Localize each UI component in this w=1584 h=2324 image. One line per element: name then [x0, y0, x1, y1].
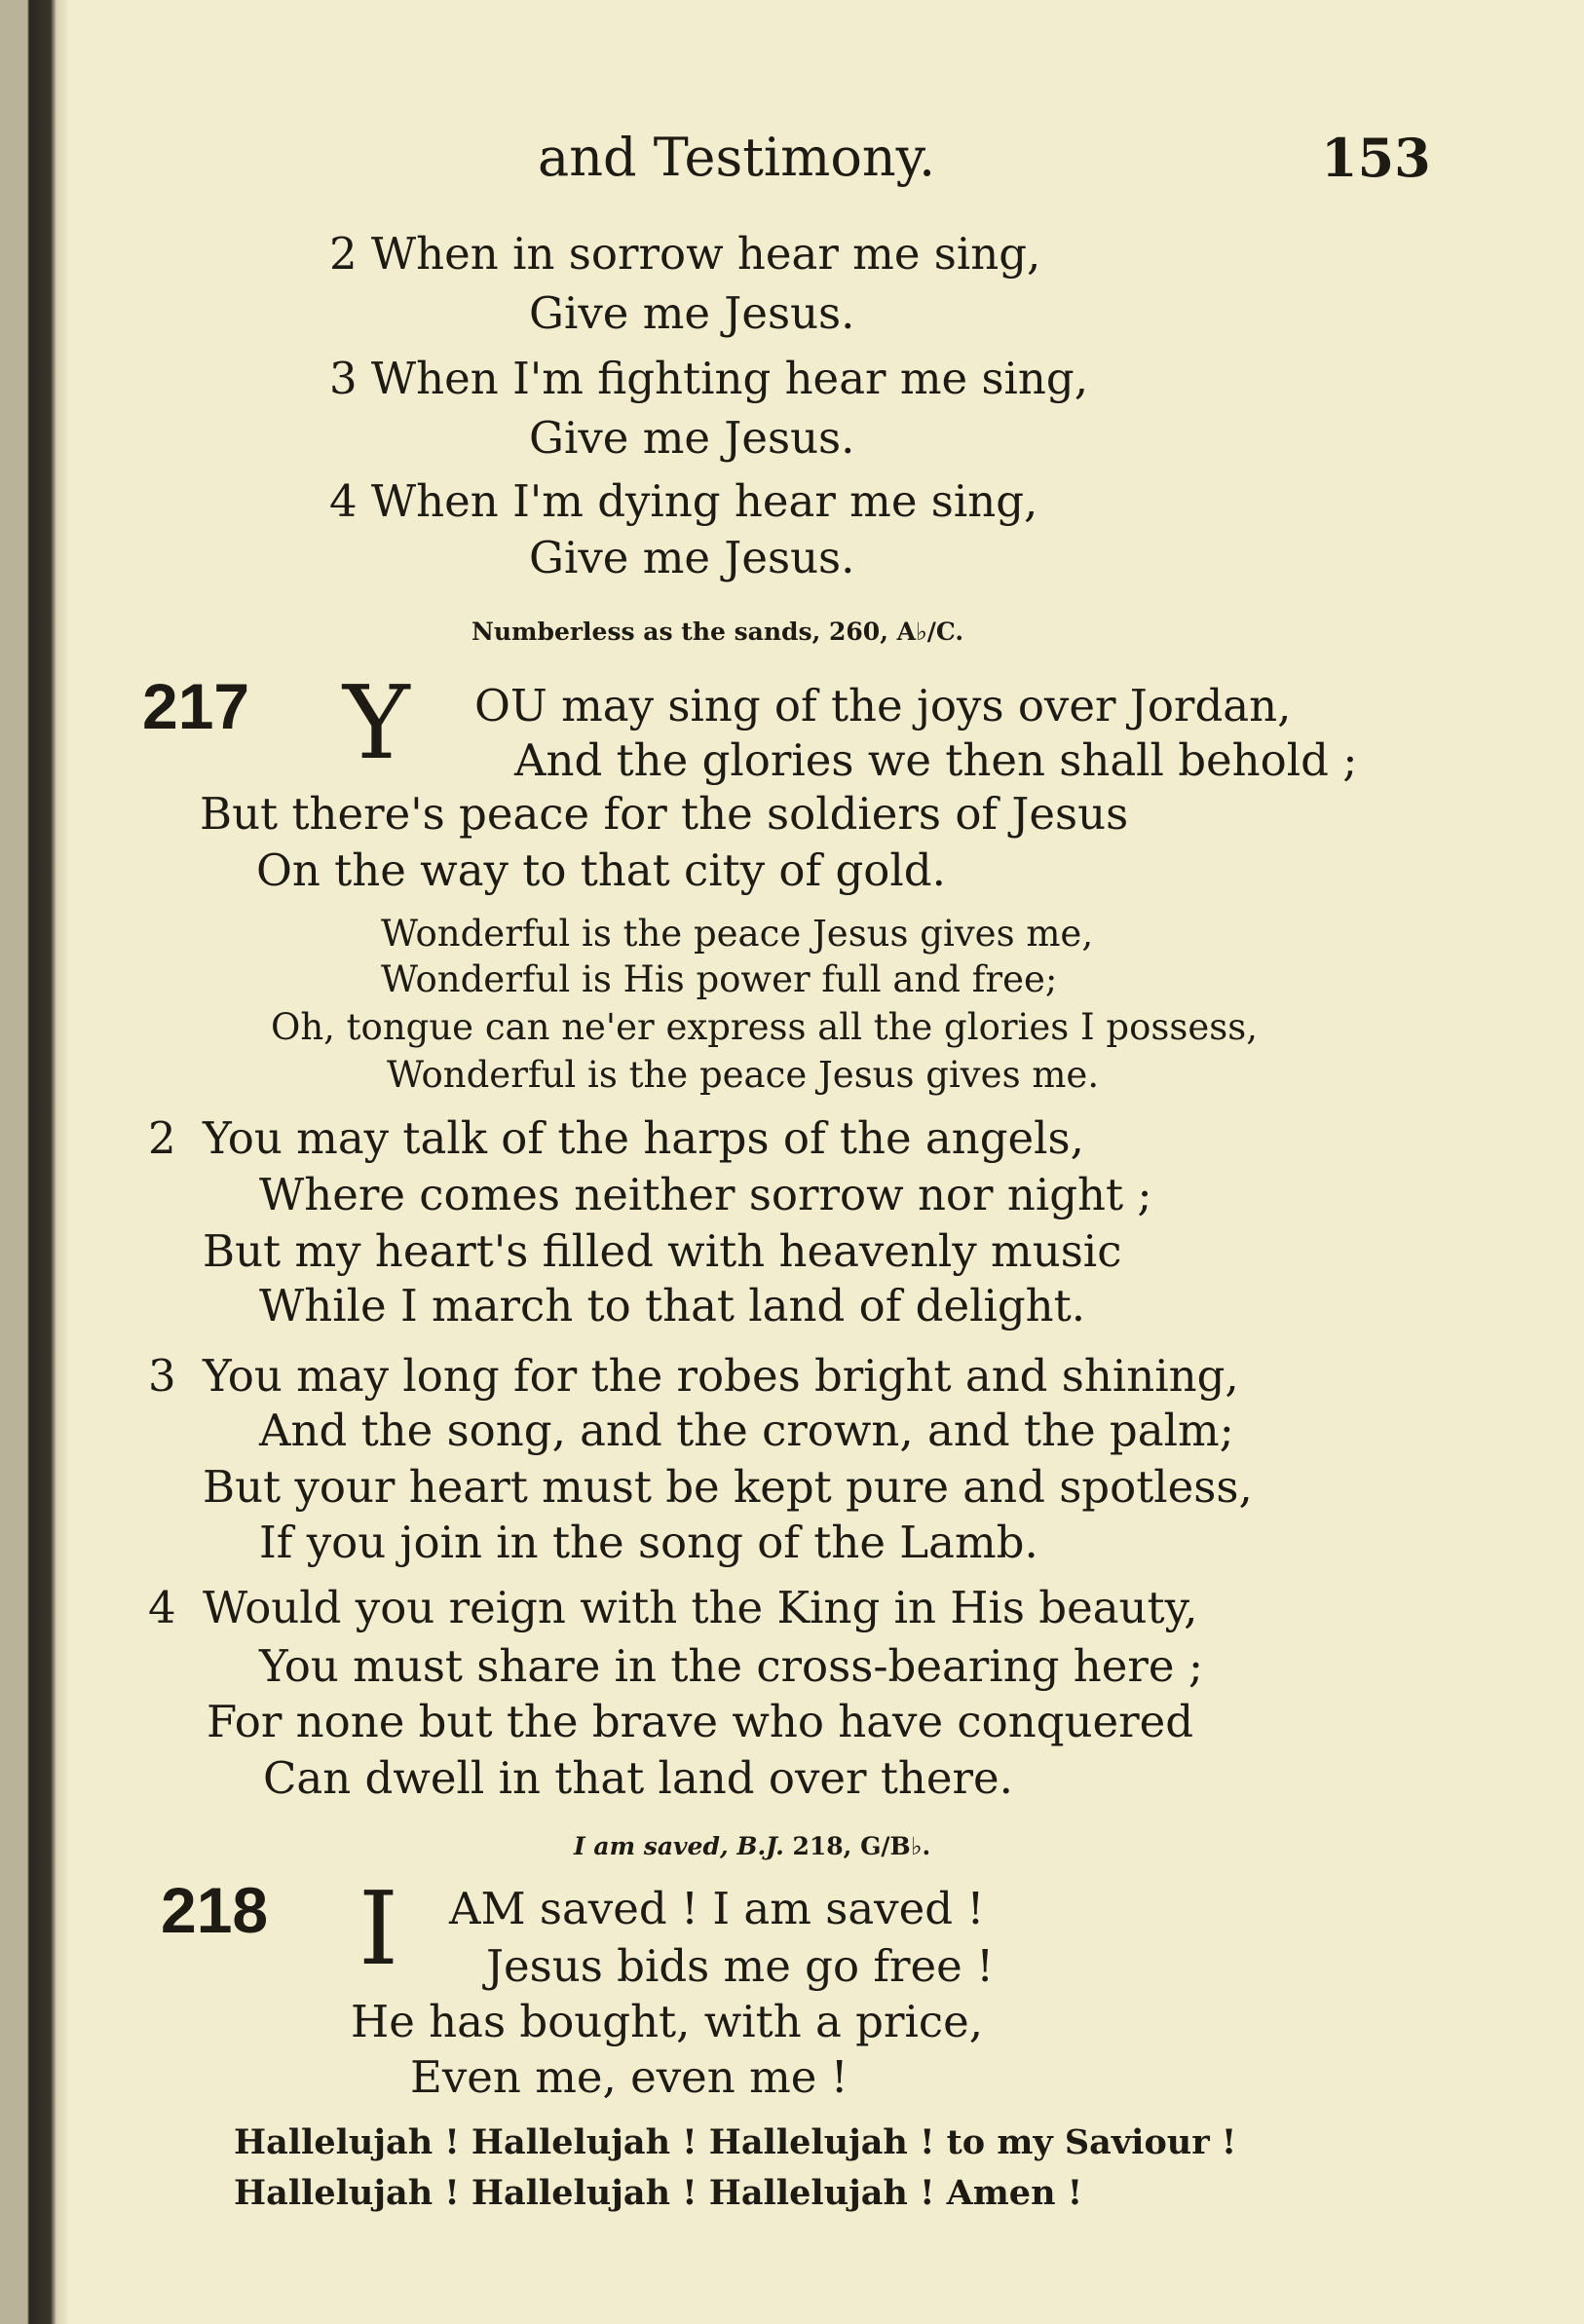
verse-line: AM saved ! I am saved !: [449, 1883, 985, 1934]
tune-details: 218, G/B♭.: [783, 1832, 931, 1860]
chorus-line: Wonderful is the peace Jesus gives me.: [387, 1054, 1100, 1096]
chorus-line: Hallelujah ! Hallelujah ! Hallelujah ! Amen !: [234, 2173, 1083, 2213]
verse-line: But there's peace for the soldiers of Jesus: [200, 788, 1129, 840]
verse-line: Can dwell in that land over there.: [263, 1752, 1013, 1804]
verse-line: And the glories we then shall behold ;: [514, 734, 1358, 786]
verse-line: 4 When I'm dying hear me sing,: [329, 475, 1038, 527]
verse-line: He has bought, with a price,: [351, 1996, 984, 2047]
verse-number: 3: [148, 1350, 176, 1402]
drop-cap: I: [358, 1869, 399, 1988]
tune-reference: Numberless as the sands, 260, A♭/C.: [471, 618, 964, 646]
verse-line: You may long for the robes bright and shining,: [203, 1350, 1239, 1402]
hymn-number: 217: [142, 670, 250, 742]
verse-line: You must share in the cross-bearing here ;: [259, 1640, 1204, 1692]
verse-line: Give me Jesus.: [529, 412, 855, 464]
chorus-line: Wonderful is His power full and free;: [381, 958, 1058, 1000]
verse-line: Where comes neither sorrow nor night ;: [259, 1169, 1152, 1220]
book-binding-edge: [0, 0, 68, 2324]
verse-line: For none but the brave who have conquered: [207, 1696, 1194, 1747]
verse-line: But my heart's filled with heavenly music: [203, 1225, 1122, 1277]
hymn-number: 218: [161, 1874, 269, 1946]
verse-line: But your heart must be kept pure and spotless,: [203, 1461, 1253, 1513]
chorus-line: Wonderful is the peace Jesus gives me,: [381, 913, 1094, 955]
verse-line: Give me Jesus.: [529, 287, 855, 339]
verse-line: Jesus bids me go free !: [486, 1940, 995, 1992]
chorus-line: Hallelujah ! Hallelujah ! Hallelujah ! to my Saviour !: [234, 2122, 1237, 2162]
verse-line: While I march to that land of delight.: [259, 1280, 1086, 1331]
verse-number: 4: [148, 1582, 176, 1633]
tune-name: I am saved, B.J.: [574, 1832, 784, 1860]
verse-line: 2 When in sorrow hear me sing,: [329, 228, 1041, 280]
page-number: 153: [1321, 127, 1431, 189]
verse-line: And the song, and the crown, and the palm;: [259, 1405, 1234, 1456]
verse-line: OU may sing of the joys over Jordan,: [474, 680, 1292, 731]
verse-line: On the way to that city of gold.: [256, 844, 946, 896]
verse-line: Even me, even me !: [410, 2051, 849, 2103]
running-header: and Testimony.: [538, 127, 936, 188]
verse-line: Give me Jesus.: [529, 532, 855, 583]
drop-cap: Y: [343, 663, 410, 782]
verse-number: 2: [148, 1112, 176, 1164]
verse-line: If you join in the song of the Lamb.: [259, 1517, 1038, 1568]
verse-line: Would you reign with the King in His beauty,: [203, 1582, 1198, 1633]
verse-line: 3 When I'm fighting hear me sing,: [329, 353, 1089, 404]
tune-reference: [574, 1834, 930, 1858]
chorus-line: Oh, tongue can ne'er express all the glories I possess,: [271, 1006, 1258, 1048]
verse-line: You may talk of the harps of the angels,: [203, 1112, 1084, 1164]
